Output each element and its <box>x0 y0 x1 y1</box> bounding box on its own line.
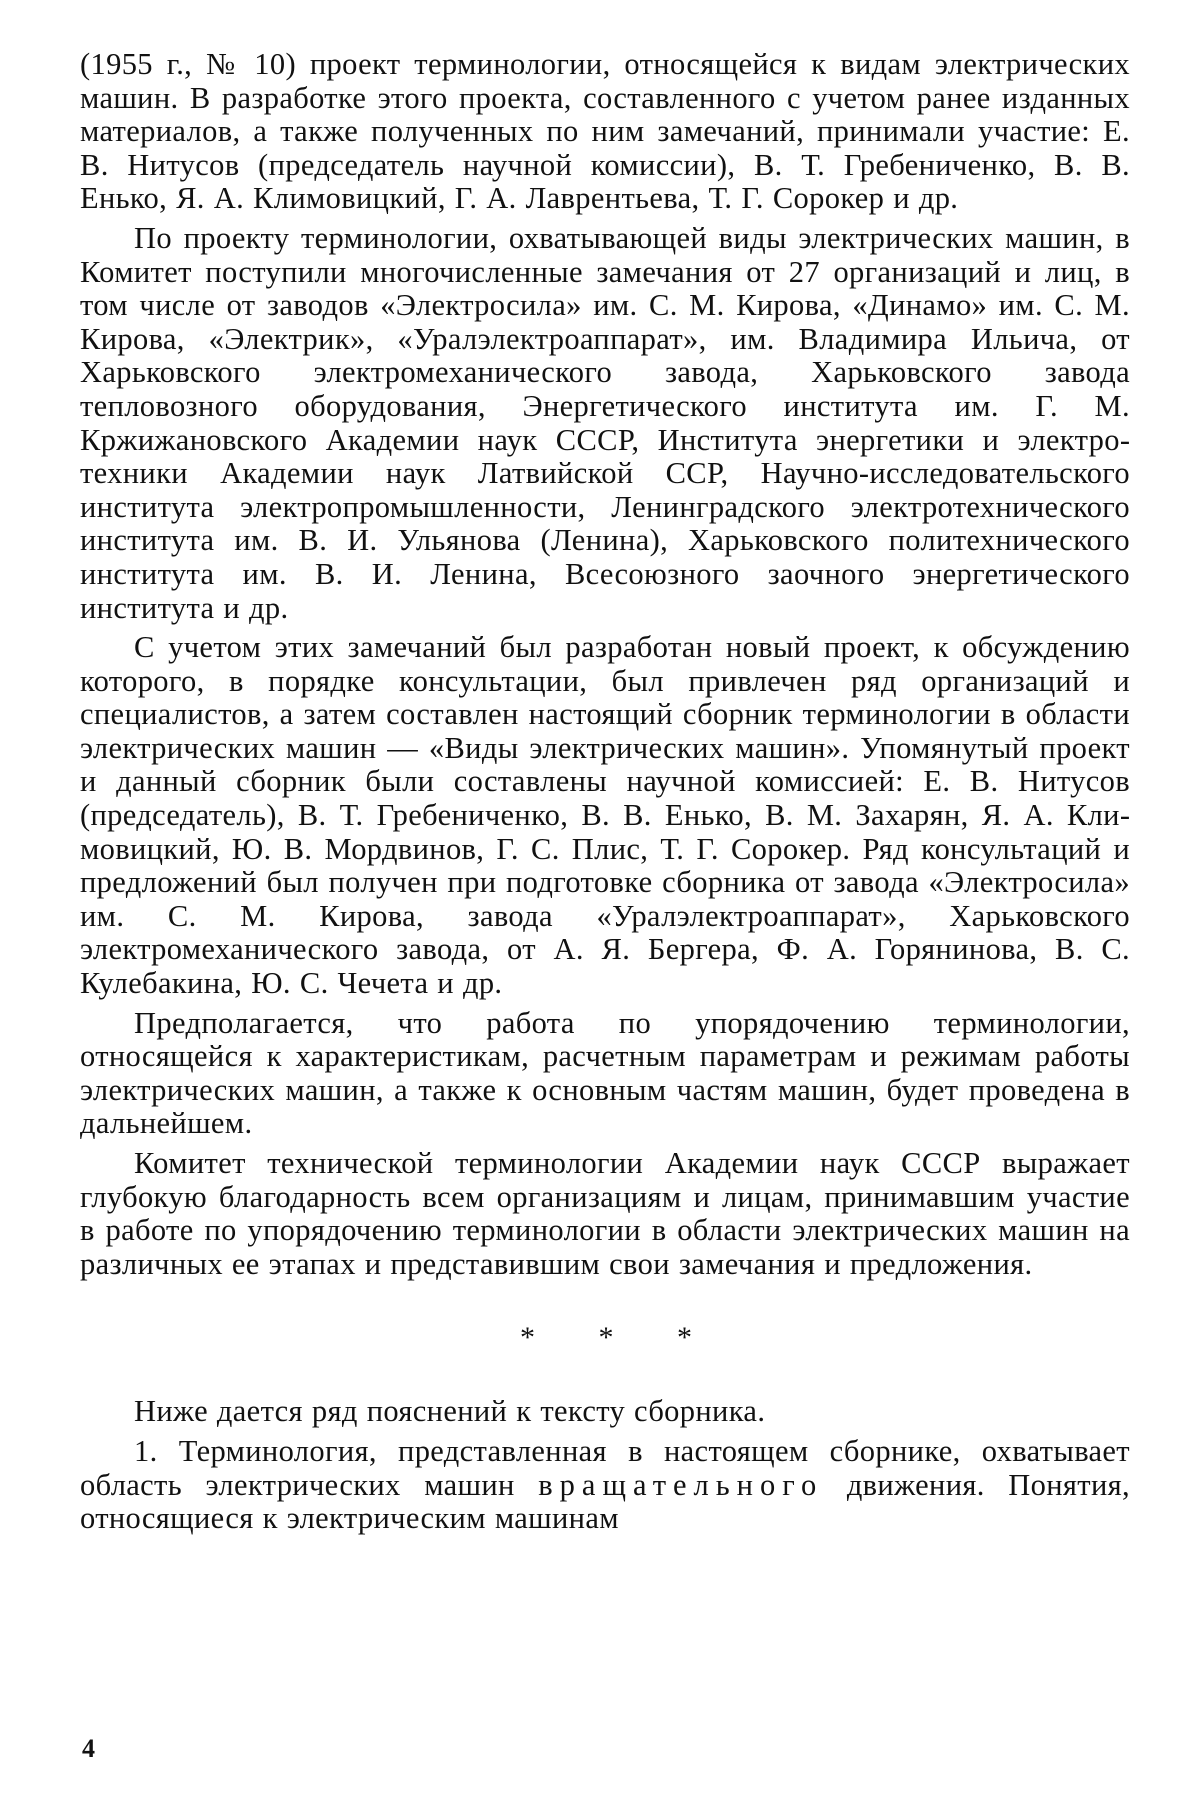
paragraph-1: (1955 г., № 10) проект терминологии, относящейся к видам электрических машин. В разработке этого проекта, составленного с учетом ранее изданных материалов, а также полученных по ним замечаний, принимали участие: Е. В. Нитусов (председатель научной комиссии), В. Т. Гребениченко, В. В. Енько, Я. А. Климовицкий, Г. А. Лаврентьева, Т. Г. Сорокер и др. <box>80 47 1130 216</box>
paragraph-2: По проекту терминологии, охватывающей виды электрических машин, в Комитет поступили многочисленные замечания от 27 организаций и лиц, в том числе от заводов «Электросила» им. С. М. Кирова, «Динамо» им. С. М. Кирова, «Электрик», «Уралэлектроаппарат», им. Владимира Ильича, от Харьковского электромеханического завода, Харьковского завода тепловозного оборудования, Энергетического института им. Г. М. Кржижановского Академии наук СССР, Института энергетики и электротехники Академии наук Латвийской ССР, Научно-исследовательского института электропромышленности, Ленинградского электротехнического института им. В. И. Ульянова (Ленина), Харьковского политехнического института им. В. И. Ленина, Всесоюзного заочного энергетического института и др. <box>80 220 1130 625</box>
paragraph-7-end: движения. Понятия, относящиеся к электрическим машинам <box>80 1467 1130 1536</box>
paragraph-4: Предполагается, что работа по упорядочению терминологии, относящейся к характеристикам, расчетным параметрам и режимам работы электрических машин, а также к основным частям машин, будет проведена в дальнейшем. <box>80 1005 1130 1141</box>
paragraph-5: Комитет технической терминологии Академии наук СССР выражает глубокую благодарность всем организациям и лицам, принимавшим участие в работе по упорядочению терминологии в области электрических машин на различных ее этапах и представившим свои замечания и предложения. <box>80 1146 1130 1281</box>
section-separator: * * * <box>520 1321 720 1355</box>
paragraph-6: Ниже дается ряд пояснений к тексту сборника. <box>134 1394 766 1429</box>
paragraph-7 <box>80 1435 1130 1536</box>
paragraph-7-start: 1. Терминология, представленная в настоящем сборнике, охватывает область электрических машин <box>80 1433 1130 1502</box>
spaced-emphasis-word: вращательного <box>538 1467 824 1502</box>
page-number: 4 <box>82 1734 95 1763</box>
document-page <box>80 48 1130 1542</box>
paragraph-3: С учетом этих замечаний был разработан новый проект, к обсуждению которого, в порядке консультации, был привлечен ряд организаций и специалистов, а затем составлен настоящий сборник терминологии в области электрических машин — «Виды электрических машин». Упомянутый проект и данный сборник были составлены научной комиссией: Е. В. Нитусов (председатель), В. Т. Гребениченко, В. В. Енько, В. М. Захарян, Я. А. Климовицкий, Ю. В. Мордвинов, Г. С. Плис, Т. Г. Сорокер. Ряд консультаций и предложений был получен при подготовке сборника от завода «Электросила» им. С. М. Кирова, завода «Уралэлектроаппарат», Харьковского электромеханического завода, от А. Я. Бергера, Ф. А. Горянинова, В. С. Кулебакина, Ю. С. Чечета и др. <box>80 630 1130 1001</box>
